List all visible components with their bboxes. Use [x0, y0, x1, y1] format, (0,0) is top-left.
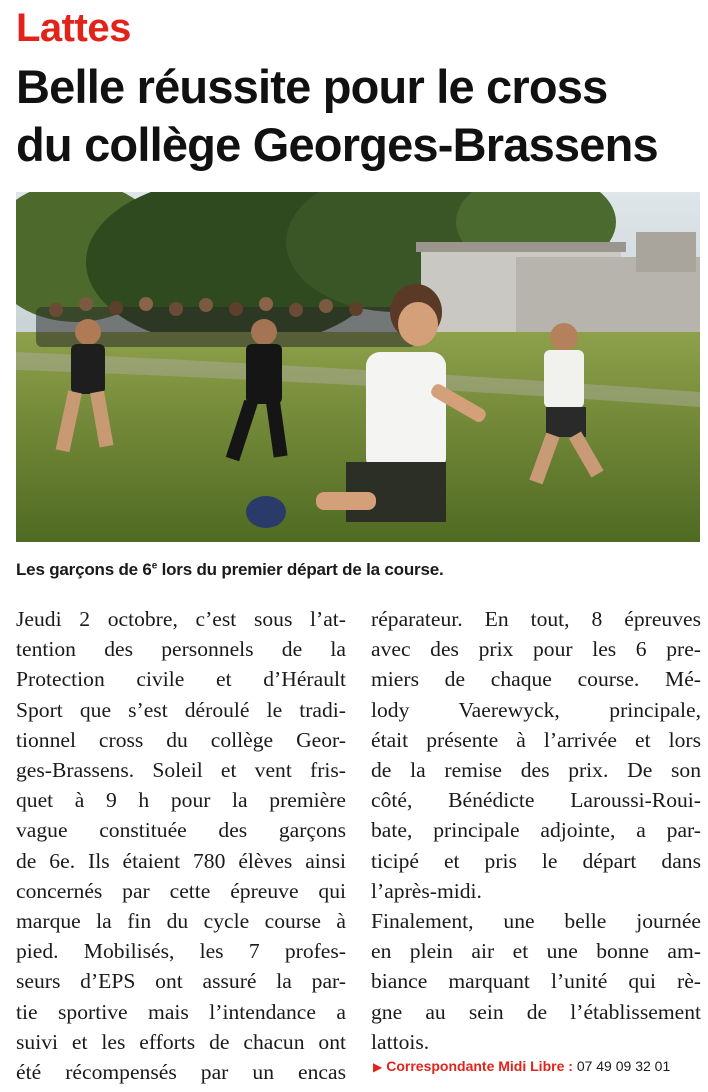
body-line: lody Vaerewyck, principale, [371, 697, 701, 722]
headline-line-1: Belle réussite pour le cross [16, 60, 608, 113]
body-line: était présente à l’arrivée et lors [371, 727, 701, 752]
body-line: Protection civile et d’Hérault [16, 667, 346, 692]
body-line: Jeudi 2 octobre, c’est sous l’at- [16, 607, 346, 631]
caption-text-after: lors du premier départ de la course. [157, 560, 444, 579]
body-line: en plein air et une bonne am- [371, 939, 701, 964]
body-line: suivi et les efforts de chacun ont [16, 1029, 346, 1054]
body-line: Sport que s’est déroulé le tradi- [16, 697, 346, 722]
body-line: de 6e. Ils étaient 780 élèves ainsi [16, 848, 346, 873]
body-line: biance marquant l’unité qui rè- [371, 969, 701, 994]
author-credit [373, 1058, 670, 1074]
body-line: miers de chaque course. Mé- [371, 667, 701, 692]
article-headline [16, 58, 706, 174]
body-line: pied. Mobilisés, les 7 profes- [16, 939, 346, 964]
body-line: concernés par cette épreuve qui [16, 878, 346, 903]
article-body-right-column [371, 604, 701, 1057]
body-line: quet à 9 h pour la première [16, 788, 346, 813]
body-line: côté, Bénédicte Laroussi-Roui- [371, 788, 701, 813]
body-line: ticipé et pris le départ dans [371, 848, 701, 873]
photo-caption [16, 560, 700, 580]
headline-line-2: du collège Georges-Brassens [16, 118, 658, 171]
body-line: ges-Brassens. Soleil et vent fris- [16, 758, 346, 783]
body-line: tie sportive mais l’intendance a [16, 999, 346, 1024]
body-line: Finalement, une belle journée [371, 909, 701, 934]
body-line: seurs d’EPS ont assuré la par- [16, 969, 346, 994]
body-line: été récompensés par un encas [16, 1060, 346, 1085]
body-line: de la remise des prix. De son [371, 758, 701, 783]
caption-text-before: Les garçons de 6 [16, 560, 152, 579]
body-line: vague constituée des garçons [16, 818, 346, 843]
body-line: avec des prix pour les 6 pre- [371, 637, 701, 662]
body-line: réparateur. En tout, 8 épreuves [371, 607, 701, 631]
body-line: tionnel cross du collège Geor- [16, 727, 346, 752]
triangle-right-icon: ▶ [373, 1060, 383, 1074]
article-body-left-column [16, 604, 346, 1087]
body-line: lattois. [371, 1029, 430, 1054]
body-line: bate, principale adjointe, a par- [371, 818, 701, 843]
body-line: tention des personnels de la [16, 637, 346, 662]
body-line: l’après-midi. [371, 878, 482, 903]
caption-superscript: e [151, 560, 158, 572]
body-line: marque la fin du cycle course à [16, 909, 346, 934]
credit-phone: 07 49 09 32 01 [576, 1058, 671, 1074]
section-kicker: Lattes [16, 6, 131, 50]
body-line: gne au sein de l’établissement [371, 999, 701, 1024]
running-children-illustration [16, 192, 700, 542]
article-photo [16, 192, 700, 542]
credit-role: Correspondante Midi Libre : [386, 1058, 573, 1074]
